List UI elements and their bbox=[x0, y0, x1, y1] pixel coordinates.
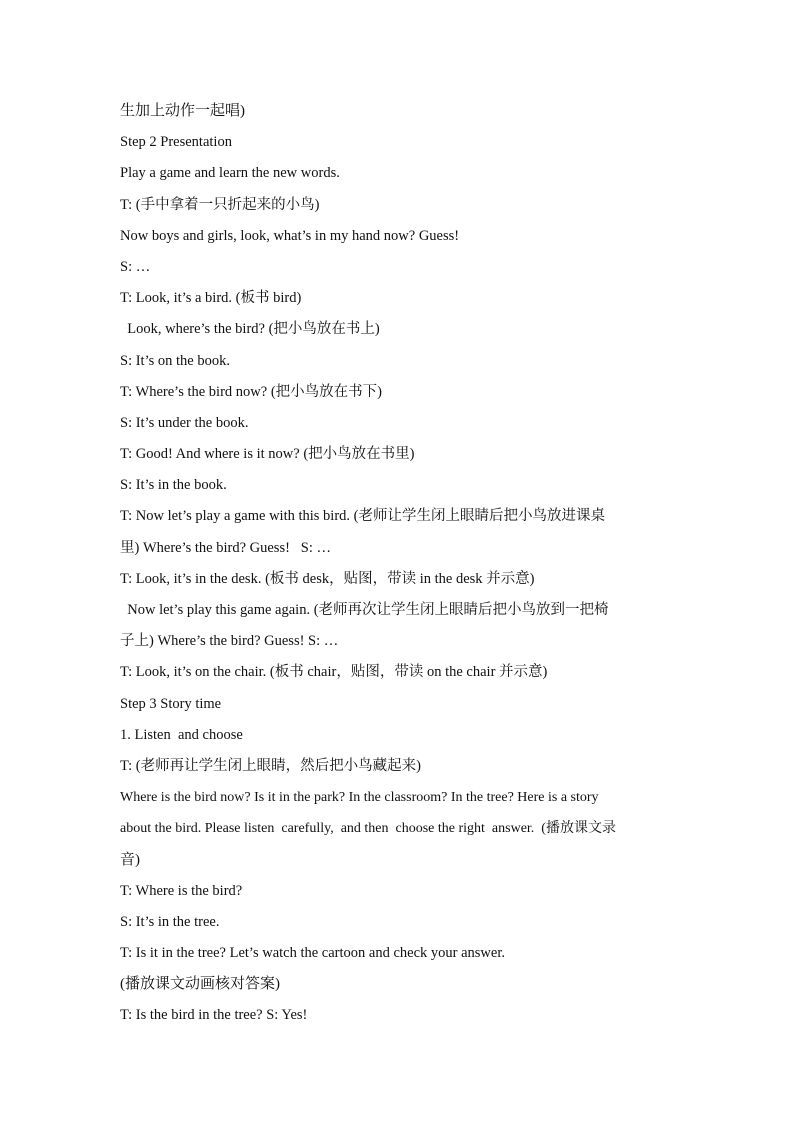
text-line: Look, where’s the bird? (把小鸟放在书上) bbox=[120, 321, 380, 338]
text-line: 音) bbox=[120, 851, 140, 868]
text-line: S: It’s in the book. bbox=[120, 477, 227, 494]
text-line: T: Now let’s play a game with this bird. (老师让学生闭上眼睛后把小鸟放进课桌 bbox=[120, 508, 605, 525]
text-line: Play a game and learn the new words. bbox=[120, 165, 340, 182]
text-line: T: (手中拿着一只折起来的小鸟) bbox=[120, 196, 320, 213]
text-line: T: (老师再让学生闭上眼睛，然后把小鸟藏起来) bbox=[120, 757, 421, 774]
text-line: 1. Listen and choose bbox=[120, 726, 243, 743]
text-line: S: It’s on the book. bbox=[120, 352, 230, 369]
text-line: T: Is the bird in the tree? S: Yes! bbox=[120, 1007, 308, 1024]
section-heading: Step 2 Presentation bbox=[120, 134, 232, 151]
text-line: (播放课文动画核对答案) bbox=[120, 976, 280, 993]
text-line: Now let’s play this game again. (老师再次让学生闭上眼睛后把小鸟放到一把椅 bbox=[120, 602, 609, 618]
text-line: T: Good! And where is it now? (把小鸟放在书里) bbox=[120, 446, 415, 463]
text-line: 生加上动作一起唱) bbox=[120, 103, 245, 119]
text-line: T: Where is the bird? bbox=[120, 882, 243, 899]
text-line: Where is the bird now? Is it in the park? In the classroom? In the tree? Here is a story bbox=[120, 790, 599, 806]
text-line: Now boys and girls, look, what’s in my hand now? Guess! bbox=[120, 227, 460, 244]
text-line: about the bird. Please listen carefully, and then choose the right answer. (播放课文录 bbox=[120, 821, 616, 837]
text-line: T: Look, it’s on the chair. (板书 chair，贴图，带读 on the chair 并示意) bbox=[120, 664, 548, 681]
section-heading: Step 3 Story time bbox=[120, 695, 222, 712]
text-line: T: Where’s the bird now? (把小鸟放在书下) bbox=[120, 383, 382, 400]
lesson-text-body bbox=[120, 96, 680, 1032]
text-line: T: Look, it’s a bird. (板书 bird) bbox=[120, 290, 302, 307]
text-line: S: It’s under the book. bbox=[120, 414, 249, 431]
text-line: T: Look, it’s in the desk. (板书 desk，贴图，带读 in the desk 并示意) bbox=[120, 570, 535, 587]
text-line: S: … bbox=[120, 258, 151, 275]
text-line: 子上) Where’s the bird? Guess! S: … bbox=[120, 633, 339, 650]
text-line: T: Is it in the tree? Let’s watch the cartoon and check your answer. bbox=[120, 945, 505, 962]
text-line: 里) Where’s the bird? Guess! S: … bbox=[120, 539, 332, 556]
text-line: S: It’s in the tree. bbox=[120, 913, 220, 930]
